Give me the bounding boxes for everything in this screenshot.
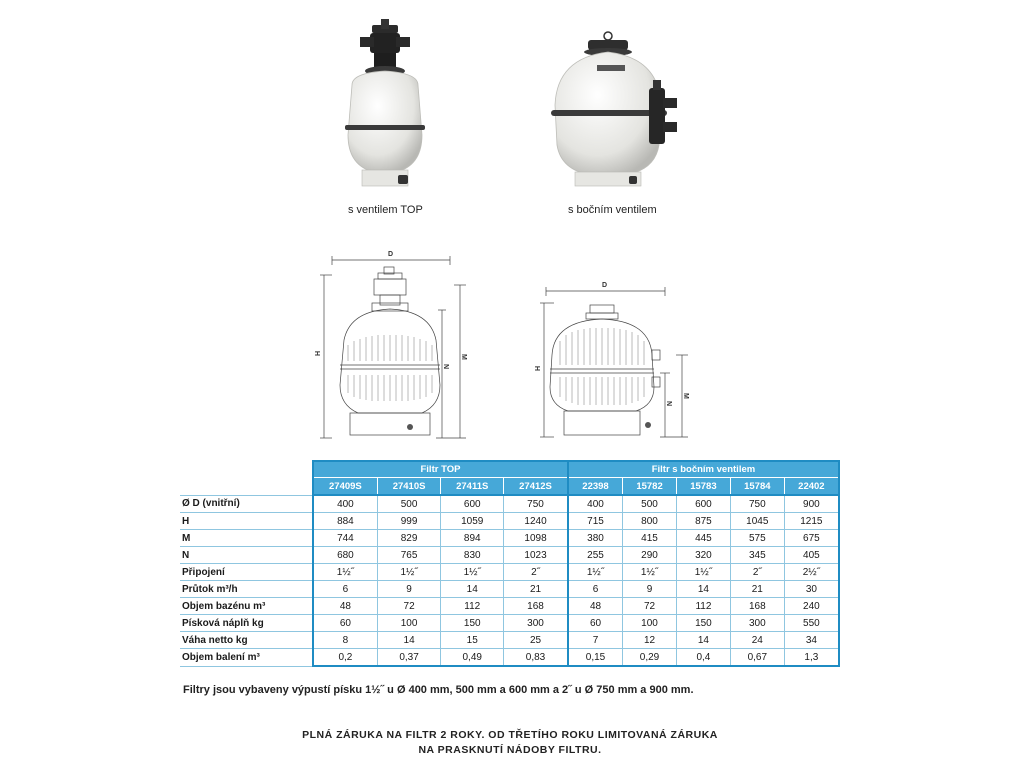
table-cell: 60	[313, 615, 377, 632]
product-code: 15783	[676, 478, 730, 496]
table-cell: 744	[313, 530, 377, 547]
table-cell: 750	[504, 495, 568, 513]
table-cell: 168	[504, 598, 568, 615]
product-code: 27411S	[441, 478, 504, 496]
table-cell: 0,37	[377, 649, 441, 667]
product-code: 27410S	[377, 478, 441, 496]
table-cell: 12	[623, 632, 677, 649]
table-cell: 255	[568, 547, 623, 564]
table-cell: 1059	[441, 513, 504, 530]
table-cell: 900	[784, 495, 839, 513]
table-cell: 750	[730, 495, 784, 513]
table-cell: 1045	[730, 513, 784, 530]
table-cell: 445	[676, 530, 730, 547]
table-cell: 72	[377, 598, 441, 615]
table-cell: 345	[730, 547, 784, 564]
row-label: M	[180, 530, 313, 547]
table-cell: 100	[623, 615, 677, 632]
table-cell: 500	[377, 495, 441, 513]
table-cell: 6	[313, 581, 377, 598]
table-cell: 680	[313, 547, 377, 564]
row-label: Průtok m³/h	[180, 581, 313, 598]
table-row	[180, 530, 839, 547]
table-cell: 830	[441, 547, 504, 564]
table-cell: 34	[784, 632, 839, 649]
table-cell: 21	[730, 581, 784, 598]
table-cell: 14	[377, 632, 441, 649]
product-code: 27409S	[313, 478, 377, 496]
dim-m-label: M	[460, 354, 467, 360]
table-cell: 290	[623, 547, 677, 564]
table-cell: 0,67	[730, 649, 784, 667]
table-cell: 1098	[504, 530, 568, 547]
table-cell: 600	[441, 495, 504, 513]
table-cell: 48	[568, 598, 623, 615]
table-cell: 0,29	[623, 649, 677, 667]
table-cell: 2˝	[504, 564, 568, 581]
table-row	[180, 495, 839, 513]
spec-table	[180, 460, 840, 667]
table-cell: 1½˝	[377, 564, 441, 581]
warranty-text	[200, 728, 820, 758]
top-valve-filter-photo	[330, 15, 440, 195]
group-header-side: Filtr s bočním ventilem	[568, 461, 839, 478]
top-valve-dimension-diagram	[310, 245, 475, 445]
table-cell: 14	[676, 632, 730, 649]
table-row	[180, 513, 839, 530]
table-cell: 320	[676, 547, 730, 564]
table-cell: 240	[784, 598, 839, 615]
table-cell: 0,15	[568, 649, 623, 667]
table-cell: 405	[784, 547, 839, 564]
table-cell: 600	[676, 495, 730, 513]
table-cell: 15	[441, 632, 504, 649]
table-cell: 48	[313, 598, 377, 615]
table-cell: 550	[784, 615, 839, 632]
table-cell: 7	[568, 632, 623, 649]
table-cell: 2½˝	[784, 564, 839, 581]
group-header-top: Filtr TOP	[313, 461, 568, 478]
dim-m-label: M	[682, 393, 689, 399]
table-cell: 829	[377, 530, 441, 547]
table-cell: 875	[676, 513, 730, 530]
table-row	[180, 598, 839, 615]
product-code: 15782	[623, 478, 677, 496]
table-cell: 14	[441, 581, 504, 598]
table-cell: 9	[623, 581, 677, 598]
table-cell: 150	[441, 615, 504, 632]
table-cell: 400	[568, 495, 623, 513]
table-cell: 9	[377, 581, 441, 598]
product-code: 15784	[730, 478, 784, 496]
table-row	[180, 564, 839, 581]
table-cell: 21	[504, 581, 568, 598]
dim-h-label: H	[535, 365, 542, 371]
side-valve-dimension-diagram	[530, 275, 690, 445]
row-label: H	[180, 513, 313, 530]
table-row	[180, 649, 839, 667]
sand-drain-note: Filtry jsou vybaveny výpustí písku 1½˝ u Ø 400 mm, 500 mm a 600 mm a 2˝ u Ø 750 mm a 900 mm.	[183, 684, 694, 696]
table-row	[180, 547, 839, 564]
table-cell: 8	[313, 632, 377, 649]
table-cell: 0,4	[676, 649, 730, 667]
table-cell: 884	[313, 513, 377, 530]
dim-n-label: N	[442, 364, 449, 370]
table-cell: 1023	[504, 547, 568, 564]
table-cell: 575	[730, 530, 784, 547]
table-cell: 400	[313, 495, 377, 513]
table-cell: 300	[504, 615, 568, 632]
dim-h-label: H	[315, 350, 322, 356]
table-cell: 1215	[784, 513, 839, 530]
table-cell: 30	[784, 581, 839, 598]
table-cell: 150	[676, 615, 730, 632]
side-valve-filter-photo	[545, 30, 685, 190]
table-cell: 60	[568, 615, 623, 632]
table-cell: 800	[623, 513, 677, 530]
table-cell: 0,49	[441, 649, 504, 667]
row-label: Objem balení m³	[180, 649, 313, 667]
table-cell: 24	[730, 632, 784, 649]
table-cell: 415	[623, 530, 677, 547]
dim-d-label: D	[602, 282, 608, 289]
table-cell: 675	[784, 530, 839, 547]
row-label: Ø D (vnitřní)	[180, 495, 313, 513]
row-label: Písková náplň kg	[180, 615, 313, 632]
product-code: 27412S	[504, 478, 568, 496]
warranty-line-2: NA PRASKNUTÍ NÁDOBY FILTRU.	[418, 744, 602, 756]
table-cell: 1½˝	[313, 564, 377, 581]
dim-n-label: N	[665, 401, 672, 407]
table-cell: 168	[730, 598, 784, 615]
table-cell: 1½˝	[676, 564, 730, 581]
table-row	[180, 581, 839, 598]
row-label: Objem bazénu m³	[180, 598, 313, 615]
product-code: 22402	[784, 478, 839, 496]
side-valve-caption: s bočním ventilem	[568, 204, 657, 216]
table-row	[180, 632, 839, 649]
table-cell: 6	[568, 581, 623, 598]
table-cell: 1240	[504, 513, 568, 530]
top-valve-caption: s ventilem TOP	[348, 204, 423, 216]
table-cell: 100	[377, 615, 441, 632]
table-cell: 0,2	[313, 649, 377, 667]
table-cell: 1½˝	[623, 564, 677, 581]
table-cell: 1½˝	[441, 564, 504, 581]
row-label: N	[180, 547, 313, 564]
table-cell: 2˝	[730, 564, 784, 581]
table-row	[180, 615, 839, 632]
table-cell: 500	[623, 495, 677, 513]
table-cell: 894	[441, 530, 504, 547]
table-cell: 14	[676, 581, 730, 598]
table-cell: 25	[504, 632, 568, 649]
table-cell: 380	[568, 530, 623, 547]
product-code: 22398	[568, 478, 623, 496]
table-cell: 715	[568, 513, 623, 530]
table-cell: 72	[623, 598, 677, 615]
warranty-line-1: PLNÁ ZÁRUKA NA FILTR 2 ROKY. OD TŘETÍHO ROKU LIMITOVANÁ ZÁRUKA	[302, 729, 718, 741]
row-label: Připojení	[180, 564, 313, 581]
table-cell: 999	[377, 513, 441, 530]
table-cell: 1½˝	[568, 564, 623, 581]
table-cell: 112	[676, 598, 730, 615]
table-cell: 765	[377, 547, 441, 564]
table-cell: 300	[730, 615, 784, 632]
row-label: Váha netto kg	[180, 632, 313, 649]
dim-d-label: D	[388, 251, 394, 258]
table-cell: 0,83	[504, 649, 568, 667]
table-cell: 112	[441, 598, 504, 615]
table-cell: 1,3	[784, 649, 839, 667]
